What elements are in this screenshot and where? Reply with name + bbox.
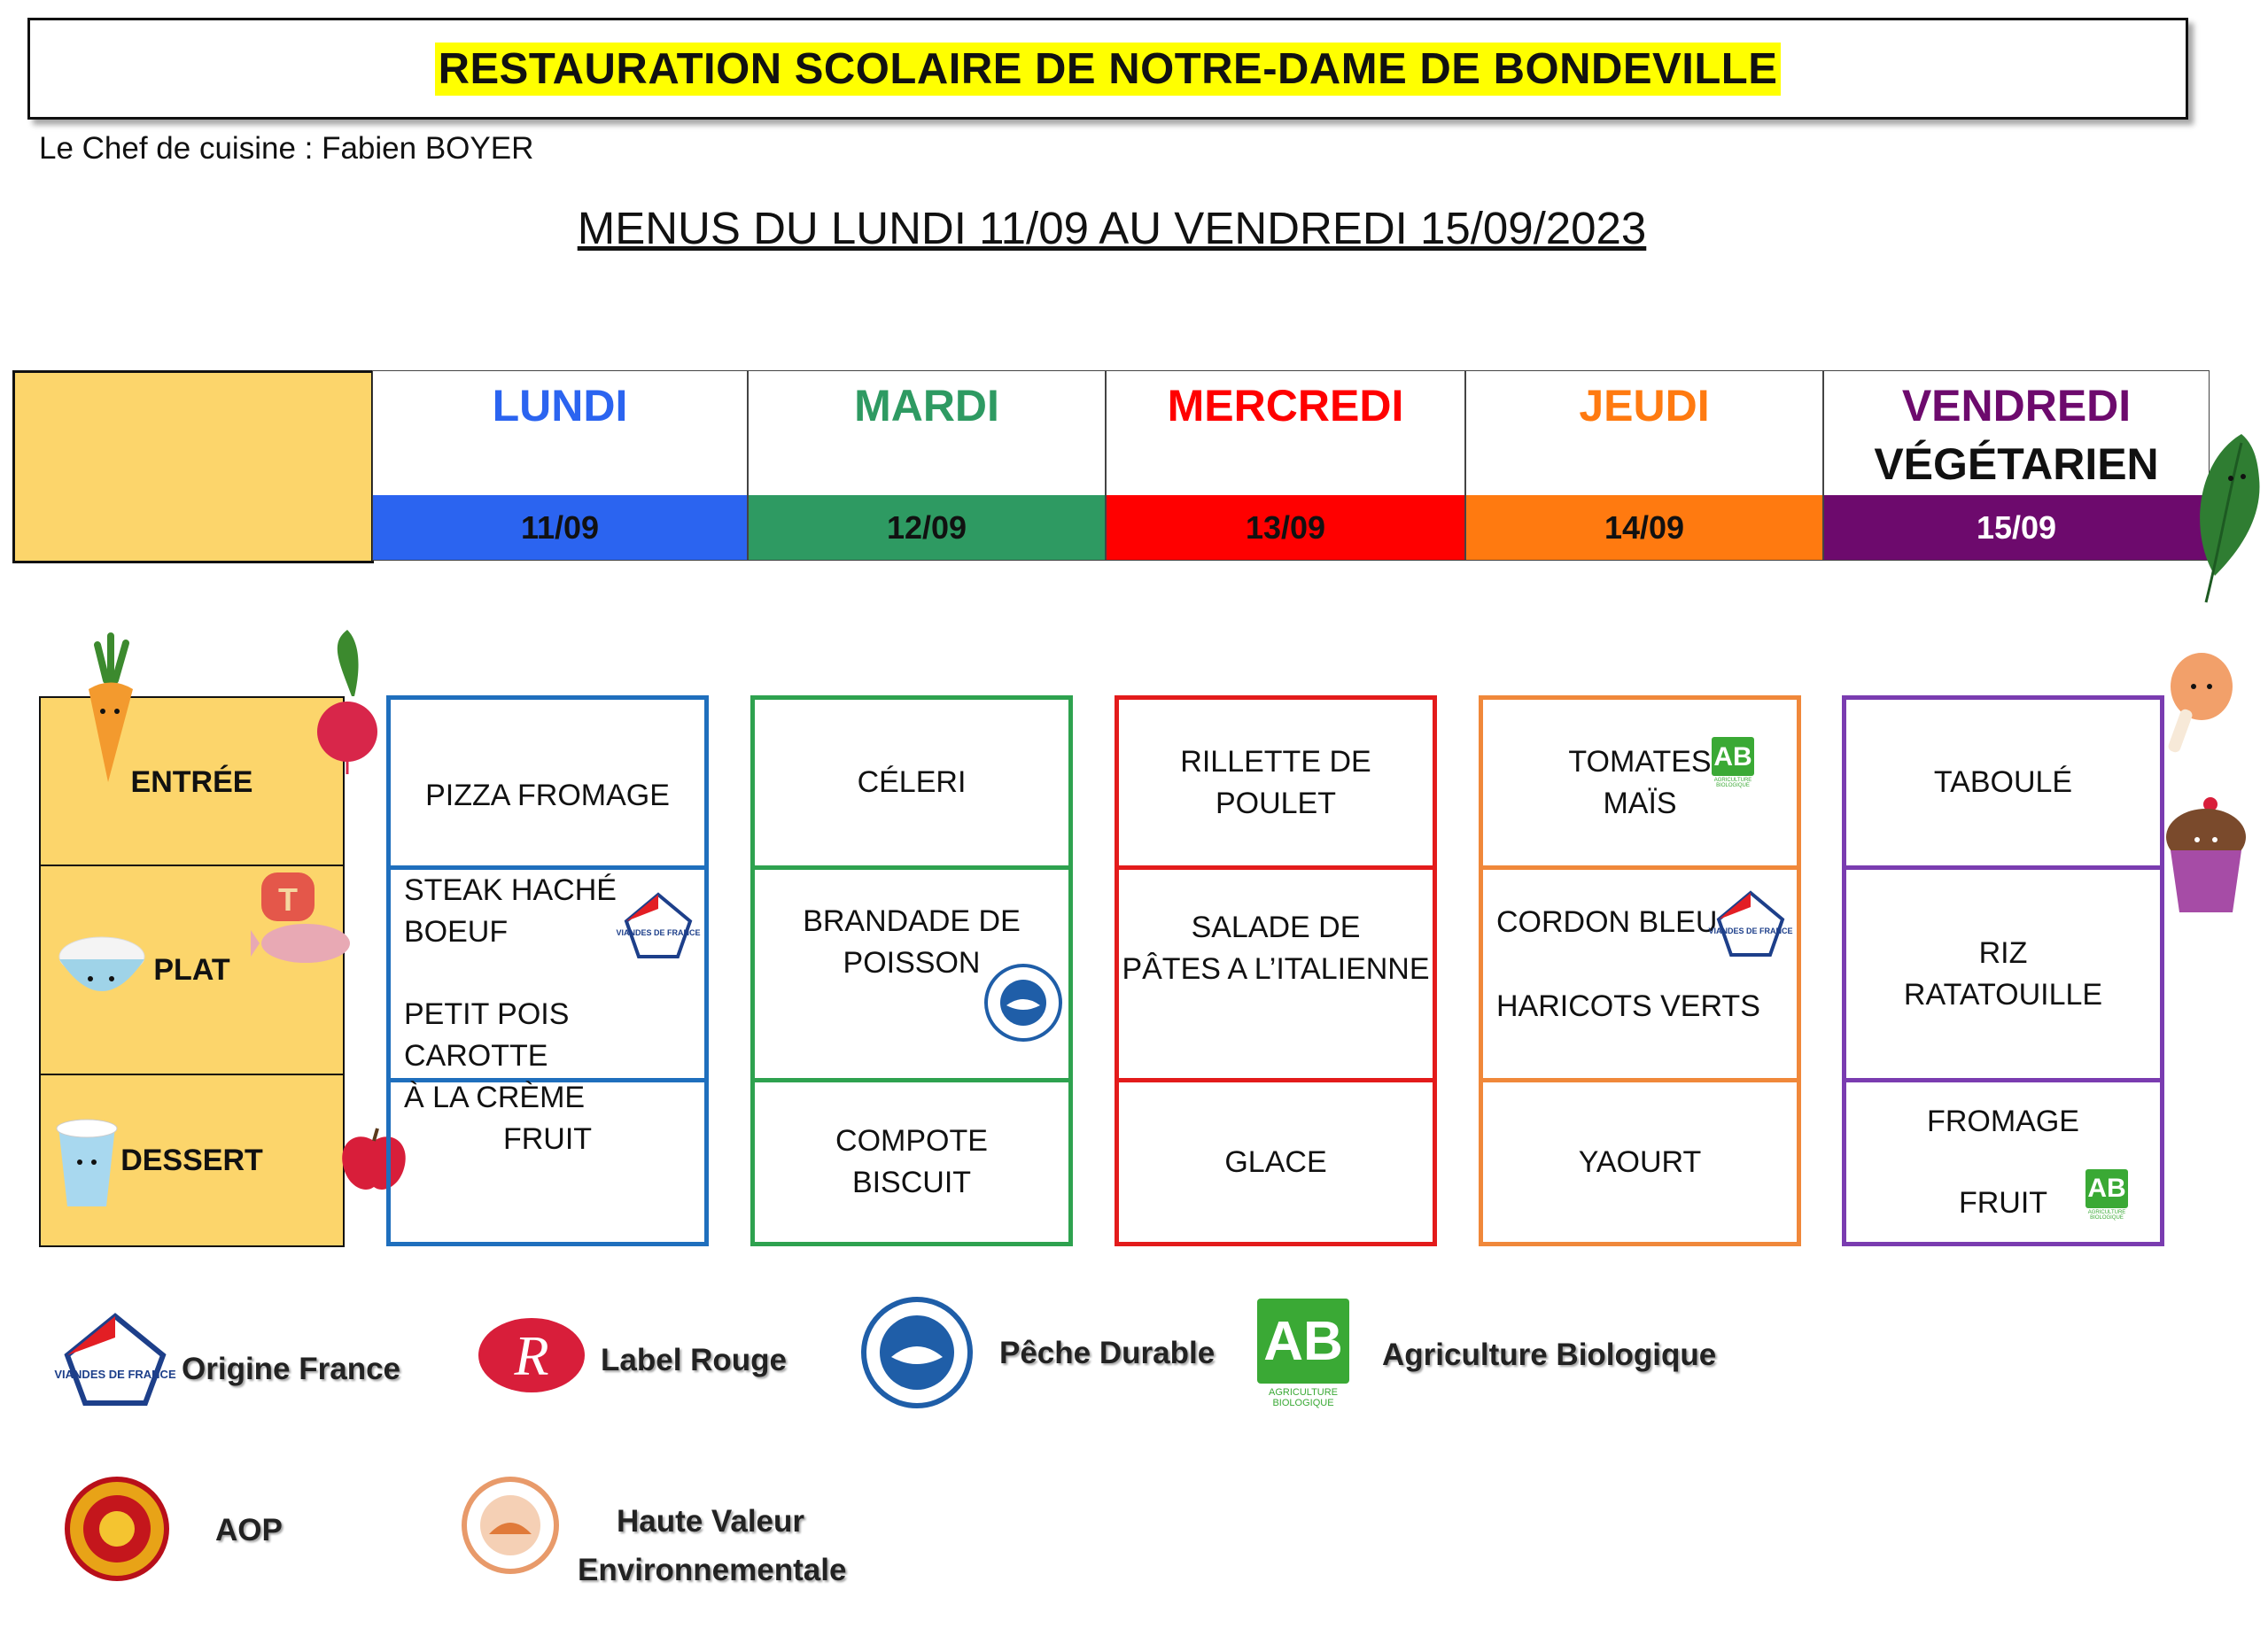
ab-label: AB [1712,737,1754,776]
legend-hve [578,1497,847,1594]
menu-entree [1846,700,2160,870]
dish: À LA CRÈME [404,1081,586,1114]
meat-fish-icon [252,868,359,983]
dish: PIZZA FROMAGE [425,779,670,812]
peche-durable-icon [859,1295,975,1410]
spinach-leaf-icon [2179,425,2268,611]
legend-origine-france: Origine France [182,1352,401,1386]
menu-plat [755,870,1068,1082]
svg-text:R: R [514,1324,549,1387]
day-name: MERCREDI [1167,381,1404,430]
legend-aop: AOP [215,1513,283,1547]
menu-column-mardi [750,695,1073,1246]
day-date: 12/09 [749,495,1105,560]
day-header-vendredi [1823,370,2210,561]
dish: MAÏS [1603,786,1677,820]
menu-column-lundi [386,695,709,1246]
dish: COMPOTE [835,1124,988,1158]
dish: FRUIT [1958,1186,2048,1220]
category-label: ENTRÉE [130,764,253,799]
viandes-de-france-icon [616,891,701,962]
dish: GLACE [1224,1144,1327,1179]
ab-bio-icon [2085,1169,2128,1224]
carrot-icon [71,627,142,787]
ab-bio-icon [1255,1299,1351,1414]
yogurt-icon [51,1109,122,1215]
peche-durable-icon [983,963,1063,1043]
radish-icon [312,625,392,776]
menu-entree [1119,700,1433,870]
dish: FROMAGE [1927,1105,2079,1138]
legend-peche-durable: Pêche Durable [999,1336,1216,1370]
ab-label: AB [1257,1299,1349,1384]
menu-plat [1846,870,2160,1082]
dish: CÉLERI [857,765,967,799]
dish: PETIT POIS CAROTTE [404,997,570,1073]
menu-dessert [391,1082,704,1242]
legend-hve-line2: Environnementale [578,1553,847,1587]
day-name: JEUDI [1579,381,1710,430]
dish: TABOULÉ [1933,765,2073,799]
day-date: 11/09 [373,495,747,560]
dish: SALADE DE [1191,911,1361,944]
dish: FRUIT [502,1122,593,1156]
day-header-mercredi [1106,370,1465,561]
dish: POISSON [843,946,981,980]
dish: BISCUIT [851,1166,972,1199]
day-date: 13/09 [1107,495,1464,560]
dish: CORDON BLEU [1496,905,1718,939]
dish: YAOURT [1578,1144,1702,1179]
aop-icon [64,1476,170,1582]
hve-icon [461,1476,560,1575]
label-rouge-icon [474,1311,589,1400]
ab-small-label: AGRICULTURE BIOLOGIQUE [1713,778,1752,788]
ab-bio-icon [1712,737,1754,792]
day-name: LUNDI [492,381,628,430]
vf-label: VIANDES DE FRANCE [1708,927,1793,935]
day-subtitle-vegetarien: VÉGÉTARIEN [1874,439,2159,489]
origine-france-icon [54,1311,176,1408]
vf-label: VIANDES DE FRANCE [54,1368,176,1381]
page-title: RESTAURATION SCOLAIRE DE NOTRE-DAME DE BONDEVILLE [435,43,1782,96]
dish: RATATOUILLE [1903,977,2103,1012]
legend-label-rouge: Label Rouge [601,1343,788,1377]
vf-label: VIANDES DE FRANCE [616,928,701,937]
day-date: 15/09 [1824,495,2209,560]
legend-hve-line1: Haute Valeur [616,1504,805,1539]
category-label: DESSERT [120,1143,263,1177]
menu-dessert [1483,1082,1797,1242]
legend-agriculture-biologique: Agriculture Biologique [1382,1338,1717,1372]
menu-plat [391,870,704,1114]
title-box [27,18,2188,120]
category-label: PLAT [153,952,230,987]
ab-small-label: AGRICULTURE BIOLOGIQUE [2087,1210,2126,1221]
dish: BRANDADE DE [803,904,1021,938]
day-date: 14/09 [1466,495,1822,560]
day-name: MARDI [854,381,999,430]
menu-plat [1119,870,1433,1082]
menu-entree [755,700,1068,870]
dish: STEAK HACHÉ [404,873,617,907]
day-header-mardi [748,370,1106,561]
menu-dessert [1846,1082,2160,1242]
cupcake-icon [2162,788,2250,921]
svg-text:T: T [278,881,298,918]
dish: RILLETTE DE POULET [1180,744,1371,820]
menu-plat [1483,870,1797,1082]
rice-bowl-icon [53,926,151,1005]
ab-label: AB [2085,1169,2128,1208]
menu-dessert [755,1082,1068,1242]
chef-name: Le Chef de cuisine : Fabien BOYER [39,131,534,166]
dish: PÂTES A L’ITALIENNE [1122,952,1430,986]
chicken-leg-icon [2162,647,2233,771]
menu-column-vendredi [1842,695,2164,1246]
day-header-jeudi [1465,370,1823,561]
day-header-lundi [372,370,748,561]
ab-small-label: AGRICULTURE BIOLOGIQUE [1268,1387,1339,1408]
menu-entree [391,700,704,870]
dish: HARICOTS VERTS [1496,989,1760,1023]
menu-week-title: MENUS DU LUNDI 11/09 AU VENDREDI 15/09/2023 [577,203,1647,253]
menu-column-mercredi [1115,695,1437,1246]
corner-cell [12,370,374,563]
dish: RIZ [1978,935,2028,970]
dish: TOMATES [1568,744,1712,779]
dish: BOEUF [404,915,509,949]
viandes-de-france-icon [1708,889,1793,960]
menu-column-jeudi [1479,695,1801,1246]
day-name: VENDREDI [1901,381,2132,430]
menu-dessert [1119,1082,1433,1242]
menu-entree [1483,700,1797,870]
